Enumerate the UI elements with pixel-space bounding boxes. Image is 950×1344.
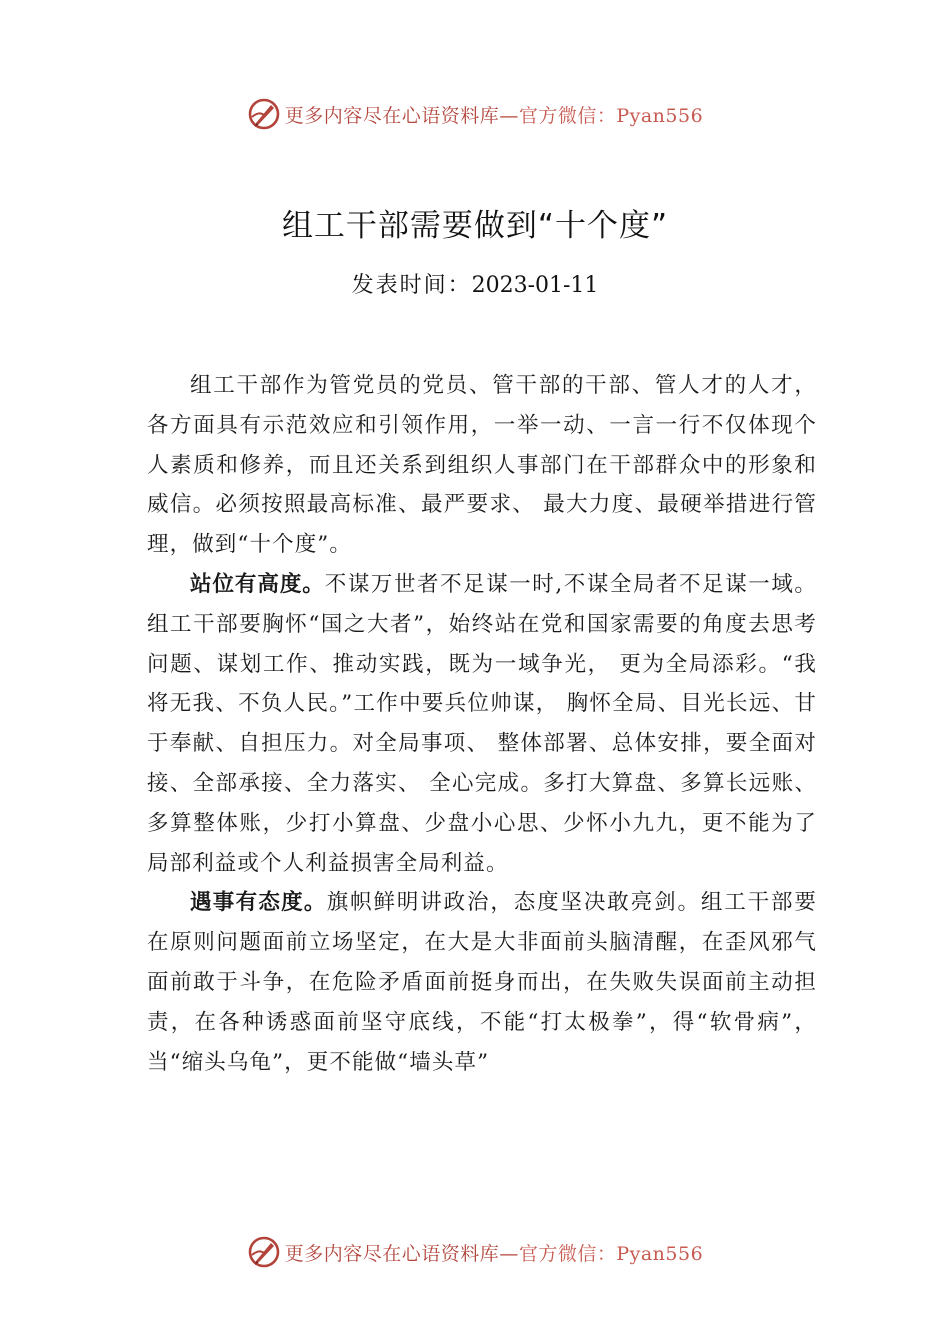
section-text: 旗帜鲜明讲政治，态度坚决敢亮剑。组工干部要在原则问题面前立场坚定，在大是大非面前头脑清醒，在歪风邪气面前敢于斗争，在危险矛盾面前挺身而出，在失败失误面前主动担责，在各种诱惑面前坚守底线，不能“打太极拳”，得“软骨病”，当“缩头乌龟”，更不能做“墙头草”	[147, 890, 817, 1075]
watermark-text: 更多内容尽在心语资料库—官方微信：Pyan556	[284, 104, 704, 127]
quill-pen-circle-icon	[247, 1235, 281, 1269]
page-title: 组工干部需要做到“十个度”	[281, 208, 669, 244]
date-value: 2023-01-11	[471, 273, 599, 298]
watermark-banner-bottom	[0, 1232, 950, 1272]
section-paragraph	[147, 883, 817, 1082]
article-body	[147, 366, 817, 1082]
watermark-text: 更多内容尽在心语资料库—官方微信：Pyan556	[284, 1242, 704, 1265]
section-text: 不谋万世者不足谋一时,不谋全局者不足谋一域。组工干部要胸怀“国之大者”，始终站在党和国家需要的角度去思考问题、谋划工作、推动实践，既为一域争光， 更为全局添彩。“我将无我、不负人民。”工作中要兵位帅谋， 胸怀全局、目光长远、甘于奉献、自担压力。对全局事项、 整体部署、总体安排，要全面对接、全部承接、全力落实、 全心完成。多打大算盘、多算长远账、多算整体账，少打小算盘、少盘小心思、少怀小九九，更不能为了局部利益或个人利益损害全局利益。	[147, 571, 817, 876]
quill-pen-circle-icon	[247, 97, 281, 131]
section-heading: 站位有高度。	[190, 571, 325, 597]
intro-paragraph: 组工干部作为管党员的党员、管干部的干部、管人才的人才，各方面具有示范效应和引领作用，一举一动、一言一行不仅体现个人素质和修养，而且还关系到组织人事部门在干部群众中的形象和威信。必须按照最高标准、最严要求、 最大力度、最硬举措进行管理，做到“十个度”。	[147, 373, 817, 558]
publish-date	[0, 268, 950, 299]
watermark-banner-top	[0, 94, 950, 134]
section-heading: 遇事有态度。	[190, 890, 327, 916]
section-paragraph	[147, 565, 817, 883]
date-label: 发表时间：	[351, 273, 472, 298]
